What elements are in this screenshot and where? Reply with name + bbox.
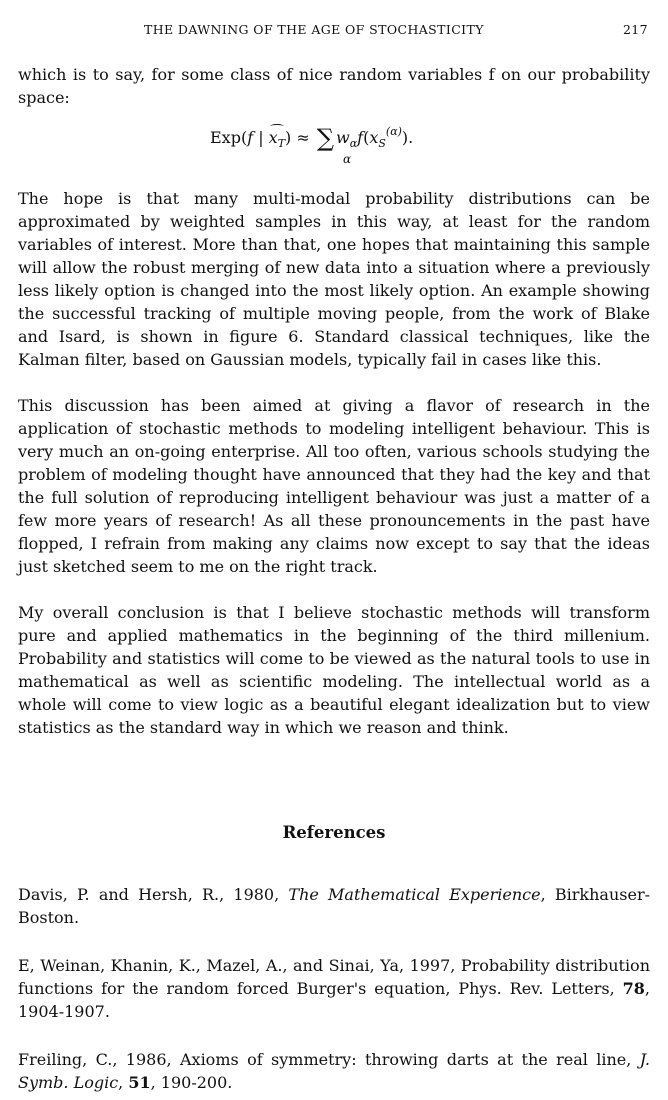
- ref3-authors: Freiling, C., 1986, Axioms of symmetry: throwing darts at the real line,: [18, 1050, 640, 1069]
- eq-bar: |: [253, 128, 269, 147]
- intro-text: which is to say, for some class of nice random variables f on our probability space:: [18, 65, 650, 107]
- eq-sum-symbol: ∑: [316, 124, 335, 152]
- references-heading: References: [282, 823, 386, 842]
- reference-item: [18, 883, 650, 929]
- eq-f: f: [247, 128, 254, 147]
- eq-x: x: [369, 128, 379, 147]
- ref3-journal: J. Symb. Logic: [18, 1050, 650, 1092]
- ref1-authors: Davis, P. and Hersh, R., 1980,: [18, 885, 289, 904]
- page-number: 217: [622, 22, 648, 37]
- ref2-rest: , 1904-1907.: [18, 979, 650, 1021]
- eq-x-sub: S: [378, 137, 386, 150]
- ref1-title: The Mathematical Experience: [288, 885, 541, 904]
- paragraph-2: This discussion has been aimed at giving a flavor of research in the application of stochastic methods to modeling intelligent behaviour. This is very much an on-going enterprise. All too often, various schools studying the problem of modeling thought have announced that they had the key and that the full solution of reproducing intelligent behaviour was just a matter of a few more years of research! As all these pronouncements in the past have flopped, I refrain from making any claims now except to say that the ideas just sketched seem to me on the right track.: [18, 396, 650, 576]
- ref3-rest: , 190-200.: [150, 1073, 233, 1092]
- eq-x-hat-sub: T: [277, 137, 286, 150]
- reference-item: [18, 1048, 650, 1094]
- eq-paren: (: [363, 128, 370, 147]
- eq-w: w: [336, 128, 350, 147]
- paragraph-1: The hope is that many multi-modal probability distributions can be approximated by weighted samples in this way, at least for the random variables of interest. More than that, one hopes that maintaining this sample will allow the robust merging of new data into a situation where a previously less likely option is changed into the most likely option. An example showing the successful tracking of multiple moving people, from the work of Blake and Isard, is shown in figure 6. Standard classical techniques, like the Kalman filter, based on Gaussian models, typically fail in cases like this.: [18, 189, 650, 369]
- eq-suffix: ).: [401, 128, 414, 147]
- ref2-volume: 78: [622, 979, 645, 998]
- eq-exp: Exp(: [210, 128, 248, 147]
- eq-f2: f: [357, 128, 364, 147]
- ref1-rest: , Birkhauser-Boston.: [18, 885, 650, 927]
- equation-expression: [210, 124, 413, 152]
- reference-item: [18, 954, 650, 1023]
- running-head: [18, 22, 650, 42]
- ref3-sep: ,: [118, 1073, 129, 1092]
- eq-x-sup: (α): [385, 125, 402, 138]
- running-title: THE DAWNING OF THE AGE OF STOCHASTICITY: [144, 22, 484, 37]
- eq-sum-index: α: [343, 152, 352, 166]
- eq-x-hat: [269, 128, 285, 150]
- eq-x-hat-letter: x: [268, 128, 278, 147]
- display-equation: [18, 118, 650, 172]
- paragraph-3: My overall conclusion is that I believe stochastic methods will transform pure and applied mathematics in the beginning of the third millenium. Probability and statistics will come to be viewed as the natural tools to use in mathematical as well as scientific modeling. The intellectual world as a whole will come to view logic as a beautiful elegant idealization but to view statistics as the standard way in which we reason and think.: [18, 603, 650, 737]
- ref2-authors: E, Weinan, Khanin, K., Mazel, A., and Sinai, Ya, 1997, Probability distribution functions for the random forced Burger's equation, Phys. Rev. Letters,: [18, 956, 650, 998]
- eq-approx: ) ≈: [285, 128, 315, 147]
- eq-w-sub: α: [349, 137, 358, 150]
- ref3-volume: 51: [128, 1073, 151, 1092]
